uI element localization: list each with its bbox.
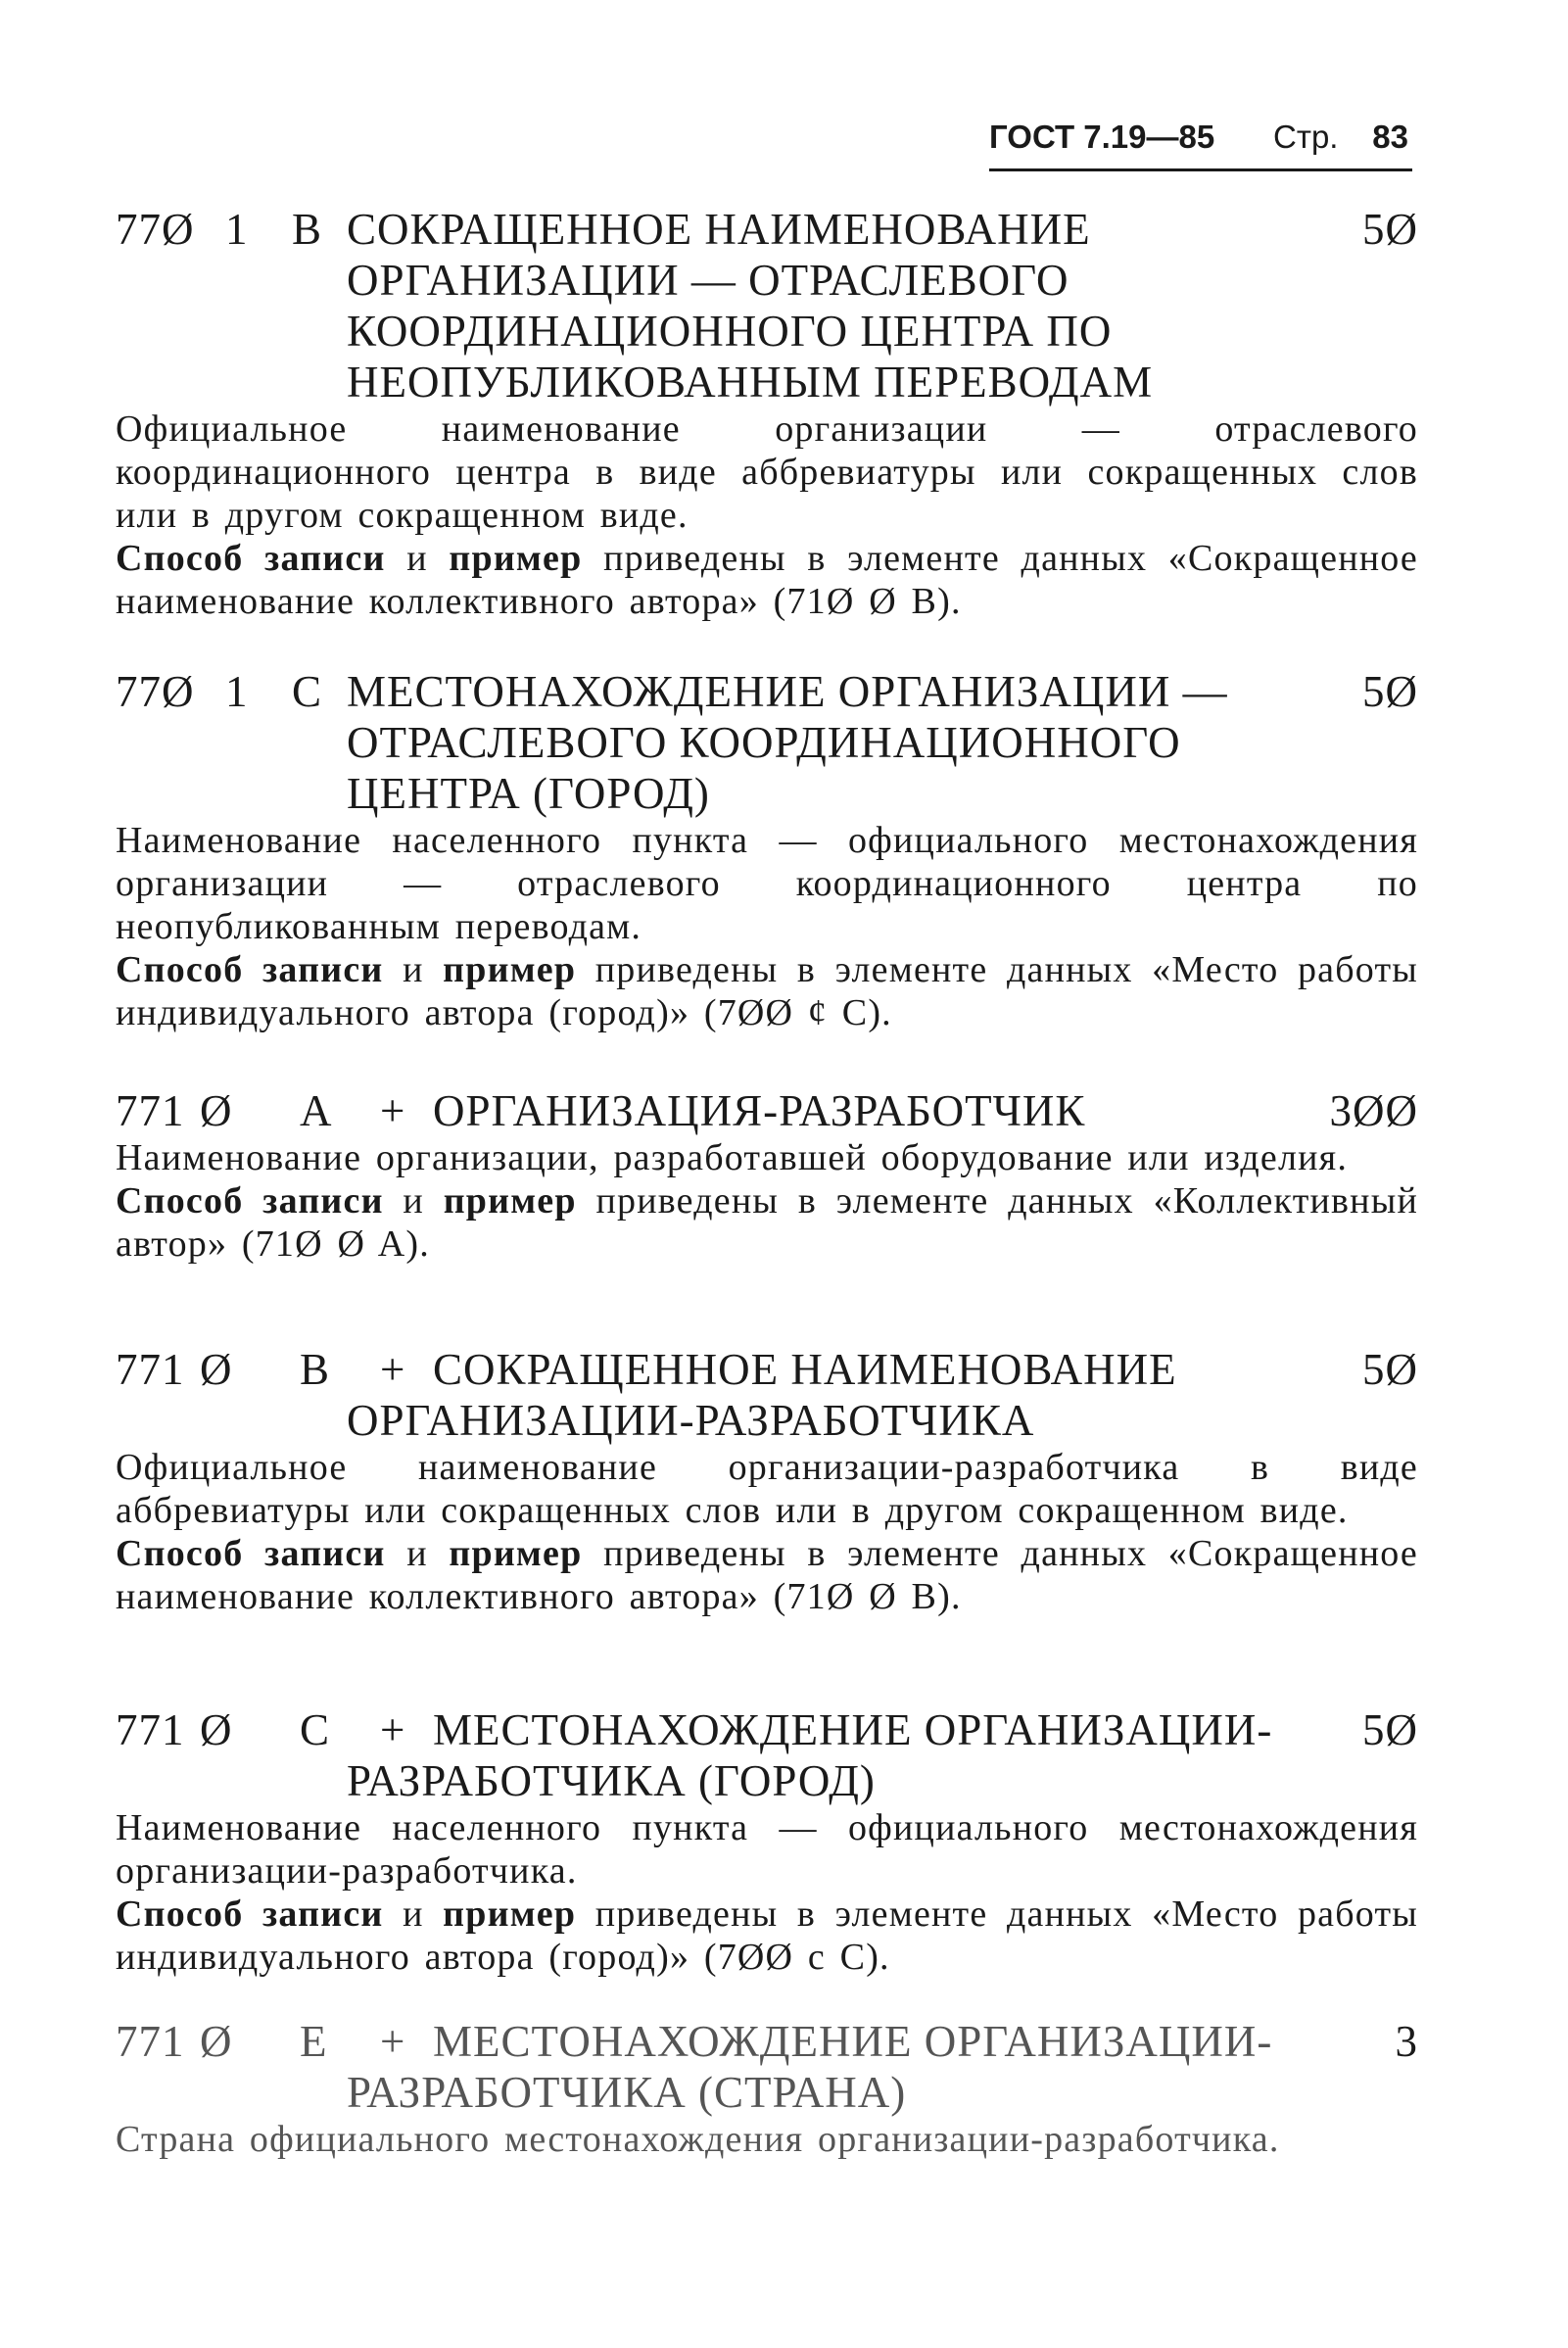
- entry-title-line: ЦЕНТРА (ГОРОД): [347, 769, 710, 818]
- entry-771-0-a: [116, 1085, 1418, 1266]
- method-label: Способ записи: [116, 538, 386, 579]
- subfield-code: C: [300, 1705, 331, 1754]
- entry-description: Наименование населенного пункта — официального местонахождения организации — отраслевого координационного центра по неопубликованным переводам.: [116, 820, 1418, 947]
- field-tag: 771: [116, 1345, 185, 1394]
- entry-770-1-b: [116, 204, 1418, 623]
- entry-title-line: МЕСТОНАХОЖДЕНИЕ ОРГАНИЗАЦИИ-: [433, 1705, 1273, 1754]
- field-length: 5Ø: [1362, 1345, 1418, 1394]
- example-label: пример: [449, 1533, 583, 1574]
- entry-title-line: МЕСТОНАХОЖДЕНИЕ ОРГАНИЗАЦИИ-: [433, 2017, 1273, 2066]
- field-tag: 77Ø: [116, 667, 195, 716]
- entry-description: Страна официального местонахождения организации-разработчика.: [116, 2119, 1280, 2160]
- entry-method: [116, 537, 1418, 623]
- method-and: и: [385, 538, 450, 579]
- entry-head: [116, 204, 1418, 255]
- method-and: и: [385, 1533, 450, 1574]
- subfield-code: C: [292, 667, 323, 716]
- entry-description: Наименование населенного пункта — официального местонахождения организации-разработчика.: [116, 1807, 1418, 1892]
- entry-method: [116, 1532, 1418, 1618]
- method-and: и: [383, 949, 444, 990]
- method-text: приведены в элементе данных «Коллективный автор» (71Ø Ø A).: [116, 1180, 1418, 1265]
- entry-head: [116, 1085, 1418, 1136]
- entry-head: [116, 1704, 1418, 1755]
- field-length: 5Ø: [1362, 667, 1418, 716]
- subfield-code: E: [300, 2017, 328, 2066]
- field-indicator: Ø: [200, 2017, 233, 2066]
- method-label: Способ записи: [116, 1533, 386, 1574]
- method-and: и: [383, 1893, 444, 1935]
- method-text: приведены в элементе данных «Сокращенное наименование коллективного автора» (71Ø Ø B).: [116, 538, 1418, 622]
- entry-description: Наименование организации, разработавшей оборудование или изделия.: [116, 1137, 1349, 1178]
- method-label: Способ записи: [116, 949, 384, 990]
- field-length: 3ØØ: [1329, 1086, 1418, 1135]
- standard-number: ГОСТ 7.19—85: [989, 119, 1215, 155]
- entry-title-line: РАЗРАБОТЧИКА (СТРАНА): [347, 2068, 907, 2117]
- example-label: пример: [449, 538, 583, 579]
- mandatory-plus: +: [380, 1705, 406, 1754]
- method-and: и: [383, 1180, 444, 1222]
- entry-title-line: ОРГАНИЗАЦИИ-РАЗРАБОТЧИКА: [347, 1396, 1035, 1445]
- entry-title-line: РАЗРАБОТЧИКА (ГОРОД): [347, 1756, 876, 1805]
- method-text: приведены в элементе данных «Сокращенное наименование коллективного автора» (71Ø Ø B).: [116, 1533, 1418, 1617]
- field-indicator: Ø: [200, 1086, 233, 1135]
- method-text: приведены в элементе данных «Место работы индивидуального автора (город)» (7ØØ ¢ C).: [116, 949, 1419, 1033]
- field-tag: 771: [116, 1705, 185, 1754]
- field-indicator: Ø: [200, 1705, 233, 1754]
- entry-771-0-c: [116, 1704, 1418, 1979]
- entry-title-line: ОТРАСЛЕВОГО КООРДИНАЦИОННОГО: [347, 718, 1181, 767]
- entry-770-1-c: [116, 666, 1418, 1034]
- field-length: 5Ø: [1362, 205, 1418, 254]
- mandatory-plus: +: [380, 1086, 406, 1135]
- entry-head: [116, 1344, 1418, 1395]
- field-tag: 77Ø: [116, 205, 195, 254]
- subfield-code: A: [300, 1086, 333, 1135]
- entry-description: Официальное наименование организации-разработчика в виде аббревиатуры или сокращенных слов или в другом сокращенном виде.: [116, 1447, 1418, 1531]
- entry-head: [116, 666, 1418, 717]
- example-label: пример: [443, 1180, 577, 1222]
- entry-title-line: МЕСТОНАХОЖДЕНИЕ ОРГАНИЗАЦИИ —: [347, 667, 1228, 716]
- field-length: 3: [1395, 2017, 1418, 2066]
- entry-title-line: ОРГАНИЗАЦИИ — ОТРАСЛЕВОГО: [347, 256, 1069, 305]
- entry-method: [116, 948, 1418, 1034]
- entry-method: [116, 1179, 1418, 1266]
- page-label: Стр.: [1273, 119, 1339, 155]
- field-tag: 771: [116, 1086, 185, 1135]
- mandatory-plus: +: [380, 2017, 406, 2066]
- method-text: приведены в элементе данных «Место работы индивидуального автора (город)» (7ØØ c C).: [116, 1893, 1419, 1978]
- method-label: Способ записи: [116, 1893, 384, 1935]
- subfield-code: B: [300, 1345, 331, 1394]
- subfield-code: B: [292, 205, 323, 254]
- entry-title-line: СОКРАЩЕННОЕ НАИМЕНОВАНИЕ: [347, 205, 1091, 254]
- running-header: [989, 110, 1412, 171]
- entry-title-line: СОКРАЩЕННОЕ НАИМЕНОВАНИЕ: [433, 1345, 1177, 1394]
- method-label: Способ записи: [116, 1180, 384, 1222]
- field-tag: 771: [116, 2017, 185, 2066]
- entry-title-line: КООРДИНАЦИОННОГО ЦЕНТРА ПО: [347, 307, 1113, 356]
- entry-method: [116, 1893, 1418, 1979]
- page-number: 83: [1372, 119, 1408, 155]
- entry-771-0-e: [116, 2016, 1418, 2161]
- field-length: 5Ø: [1362, 1705, 1418, 1754]
- example-label: пример: [443, 1893, 577, 1935]
- mandatory-plus: +: [380, 1345, 406, 1394]
- entry-head: [116, 2016, 1418, 2067]
- field-indicator: Ø: [200, 1345, 233, 1394]
- field-indicator: 1: [225, 667, 249, 716]
- example-label: пример: [443, 949, 577, 990]
- entry-description: Официальное наименование организации — отраслевого координационного центра в виде аббревиатуры или сокращенных слов или в другом сокращенном виде.: [116, 408, 1418, 536]
- field-indicator: 1: [225, 205, 249, 254]
- entry-title-line: НЕОПУБЛИКОВАННЫМ ПЕРЕВОДАМ: [347, 358, 1154, 407]
- entry-771-0-b: [116, 1344, 1418, 1618]
- entry-title-line: ОРГАНИЗАЦИЯ-РАЗРАБОТЧИК: [433, 1086, 1086, 1135]
